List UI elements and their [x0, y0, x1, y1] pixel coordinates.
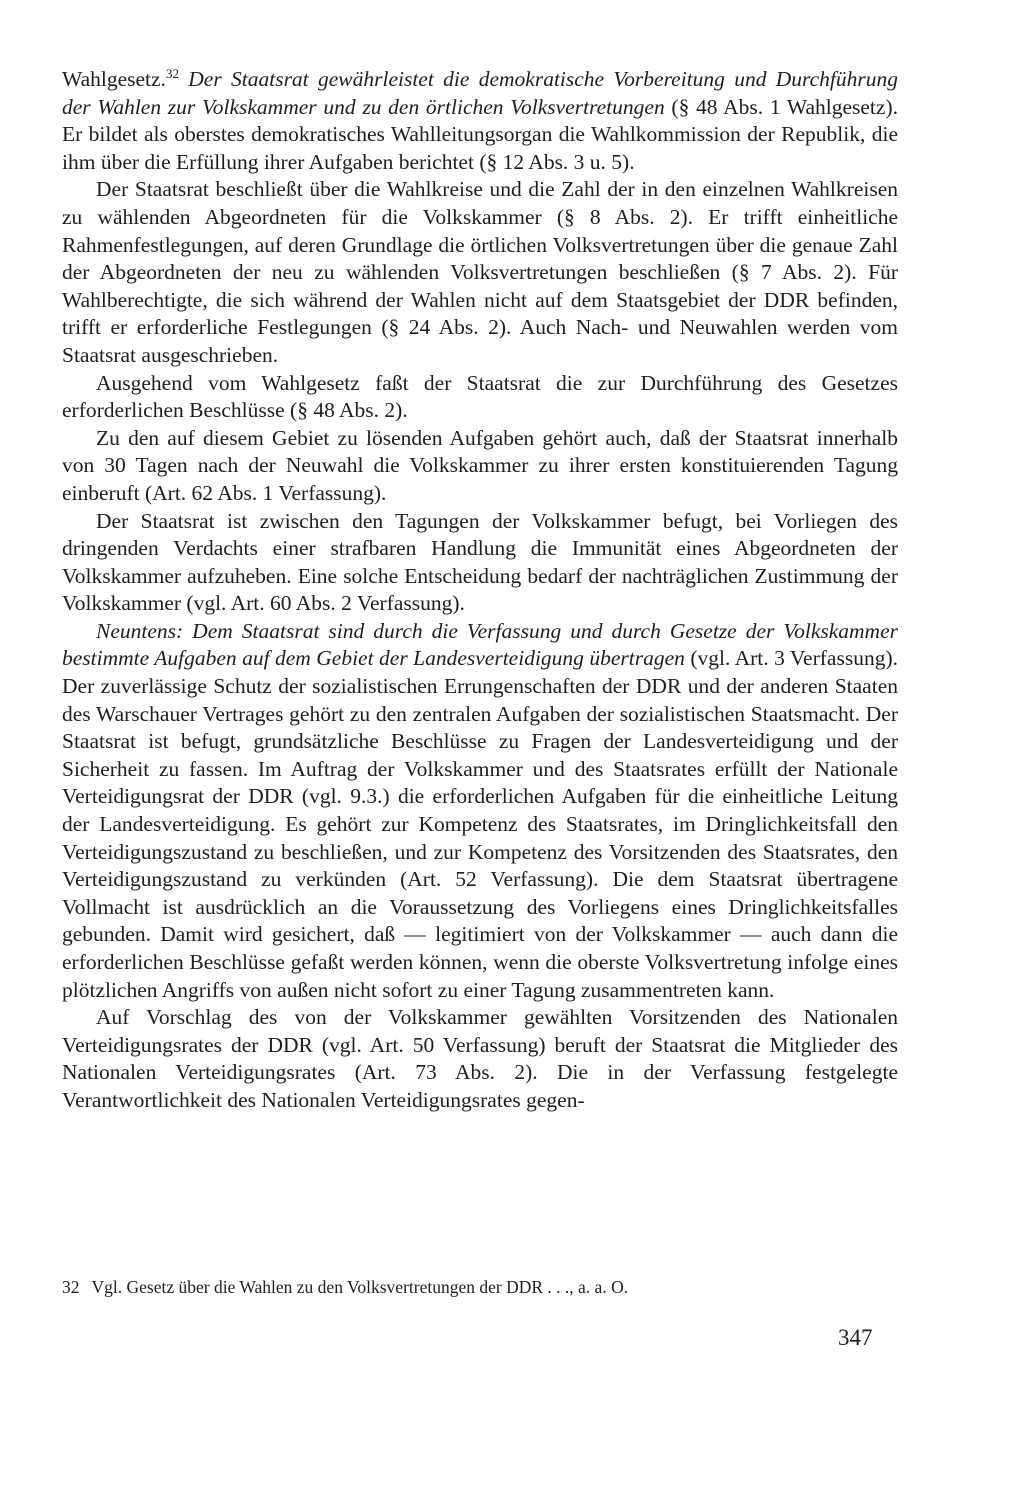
paragraph-emphasis: Neuntens: Dem Staatsrat sind durch die Verfassung und durch Gesetze der Volkskammer bestimmte Aufgaben auf dem Gebiet der Landesverteidigung übertragen: [62, 618, 898, 671]
page-body: [62, 66, 898, 1115]
page-number: 347: [838, 1325, 873, 1350]
footnote: [62, 1275, 898, 1299]
paragraph-verteidigungsrat: Auf Vorschlag des von der Volkskammer gewählten Vorsitzenden des Nationalen Verteidigungsrates der DDR (vgl. Art. 50 Verfassung) beruft der Staatsrat die Mitglieder des Nationalen Verteidigungsrates (Art. 73 Abs. 2). Die in der Verfassung festgelegte Verantwortlichkeit des Nationalen Verteidigungsrates gegen-: [62, 1005, 898, 1112]
paragraph-wahlkreise: Der Staatsrat beschließt über die Wahlkreise und die Zahl der in den einzelnen Wahlkreisen zu wählenden Abgeordneten für die Volkskammer (§ 8 Abs. 2). Er trifft einheitliche Rahmenfestlegungen, auf deren Grundlage die örtlichen Volksvertretungen über die genaue Zahl der Abgeordneten der neu zu wählenden Volksvertretungen beschließen (§ 7 Abs. 2). Für Wahlberechtigte, die sich während der Wahlen nicht auf dem Staatsgebiet der DDR befinden, trifft er erforderliche Festlegungen (§ 24 Abs. 2). Auch Nach- und Neuwahlen werden vom Staatsrat ausgeschrieben.: [62, 177, 898, 367]
paragraph-text: Wahlgesetz.: [62, 67, 166, 91]
paragraph-text: (§ 48 Abs. 1 Wahlgesetz). Er bildet als oberstes demokratisches Wahlleitungsorgan die Wahlkommission der Republik, die ihm über die Erfüllung ihrer Aufgaben berichtet (§ 12 Abs. 3 u. 5).: [62, 94, 898, 174]
paragraph-emphasis: Der Staatsrat gewährleistet die demokratische Vorbereitung und Durchführung der Wahlen zur Volkskammer und zu den örtlichen Volksvertretungen: [62, 67, 898, 119]
paragraph-konstituierende-tagung: Zu den auf diesem Gebiet zu lösenden Aufgaben gehört auch, daß der Staatsrat innerhalb von 30 Tagen nach der Neuwahl die Volkskammer zu ihrer ersten konstituierenden Tagung einberuft (Art. 62 Abs. 1 Verfassung).: [62, 425, 898, 505]
paragraph-immunitaet: Der Staatsrat ist zwischen den Tagungen der Volkskammer befugt, bei Vorliegen des dringenden Verdachts einer strafbaren Handlung die Immunität eines Abgeordneten der Volkskammer aufzuheben. Eine solche Entscheidung bedarf der nachträglichen Zustimmung der Volkskammer (vgl. Art. 60 Abs. 2 Verfassung).: [62, 508, 898, 616]
paragraph-beschluesse: Ausgehend vom Wahlgesetz faßt der Staatsrat die zur Durchführung des Gesetzes erforderlichen Beschlüsse (§ 48 Abs. 2).: [62, 370, 898, 423]
paragraph-landesverteidigung: [62, 618, 898, 1004]
footnote-text: Vgl. Gesetz über die Wahlen zu den Volksvertretungen der DDR . . ., a. a. O.: [91, 1277, 629, 1297]
paragraph-wahlgesetz: [62, 66, 898, 176]
paragraph-text: (vgl. Art. 3 Verfassung). Der zuverlässige Schutz der sozialistischen Errungenschaften der DDR und der anderen Staaten des Warschauer Vertrages gehört zu den zentralen Aufgaben der sozialistischen Staatsmacht. Der Staatsrat ist befugt, grundsätzliche Beschlüsse zu Fragen der Landesverteidigung und der Sicherheit zu fassen. Im Auftrag der Volkskammer und des Staatsrates erfüllt der Nationale Verteidigungsrat der DDR (vgl. 9.3.) die erforderlichen Aufgaben für die einheitliche Leitung der Landesverteidigung. Es gehört zur Kompetenz des Staatsrates, im Dringlichkeitsfall den Verteidigungszustand zu beschließen, und zur Kompetenz des Vorsitzenden des Staatsrates, den Verteidigungszustand zu verkünden (Art. 52 Verfassung). Die dem Staatsrat übertragene Vollmacht ist ausdrücklich an die Voraussetzung des Vorliegens eines Dringlichkeitsfalles gebunden. Damit wird gesichert, daß — legitimiert von der Volkskammer — auch dann die erforderlichen Beschlüsse gefaßt werden können, wenn die oberste Volksvertretung infolge eines plötzlichen Angriffs von außen nicht sofort zu einer Tagung zusammentreten kann.: [62, 646, 898, 1002]
footnote-number: 32: [62, 1277, 80, 1297]
footnote-reference[interactable]: 32: [165, 65, 179, 81]
